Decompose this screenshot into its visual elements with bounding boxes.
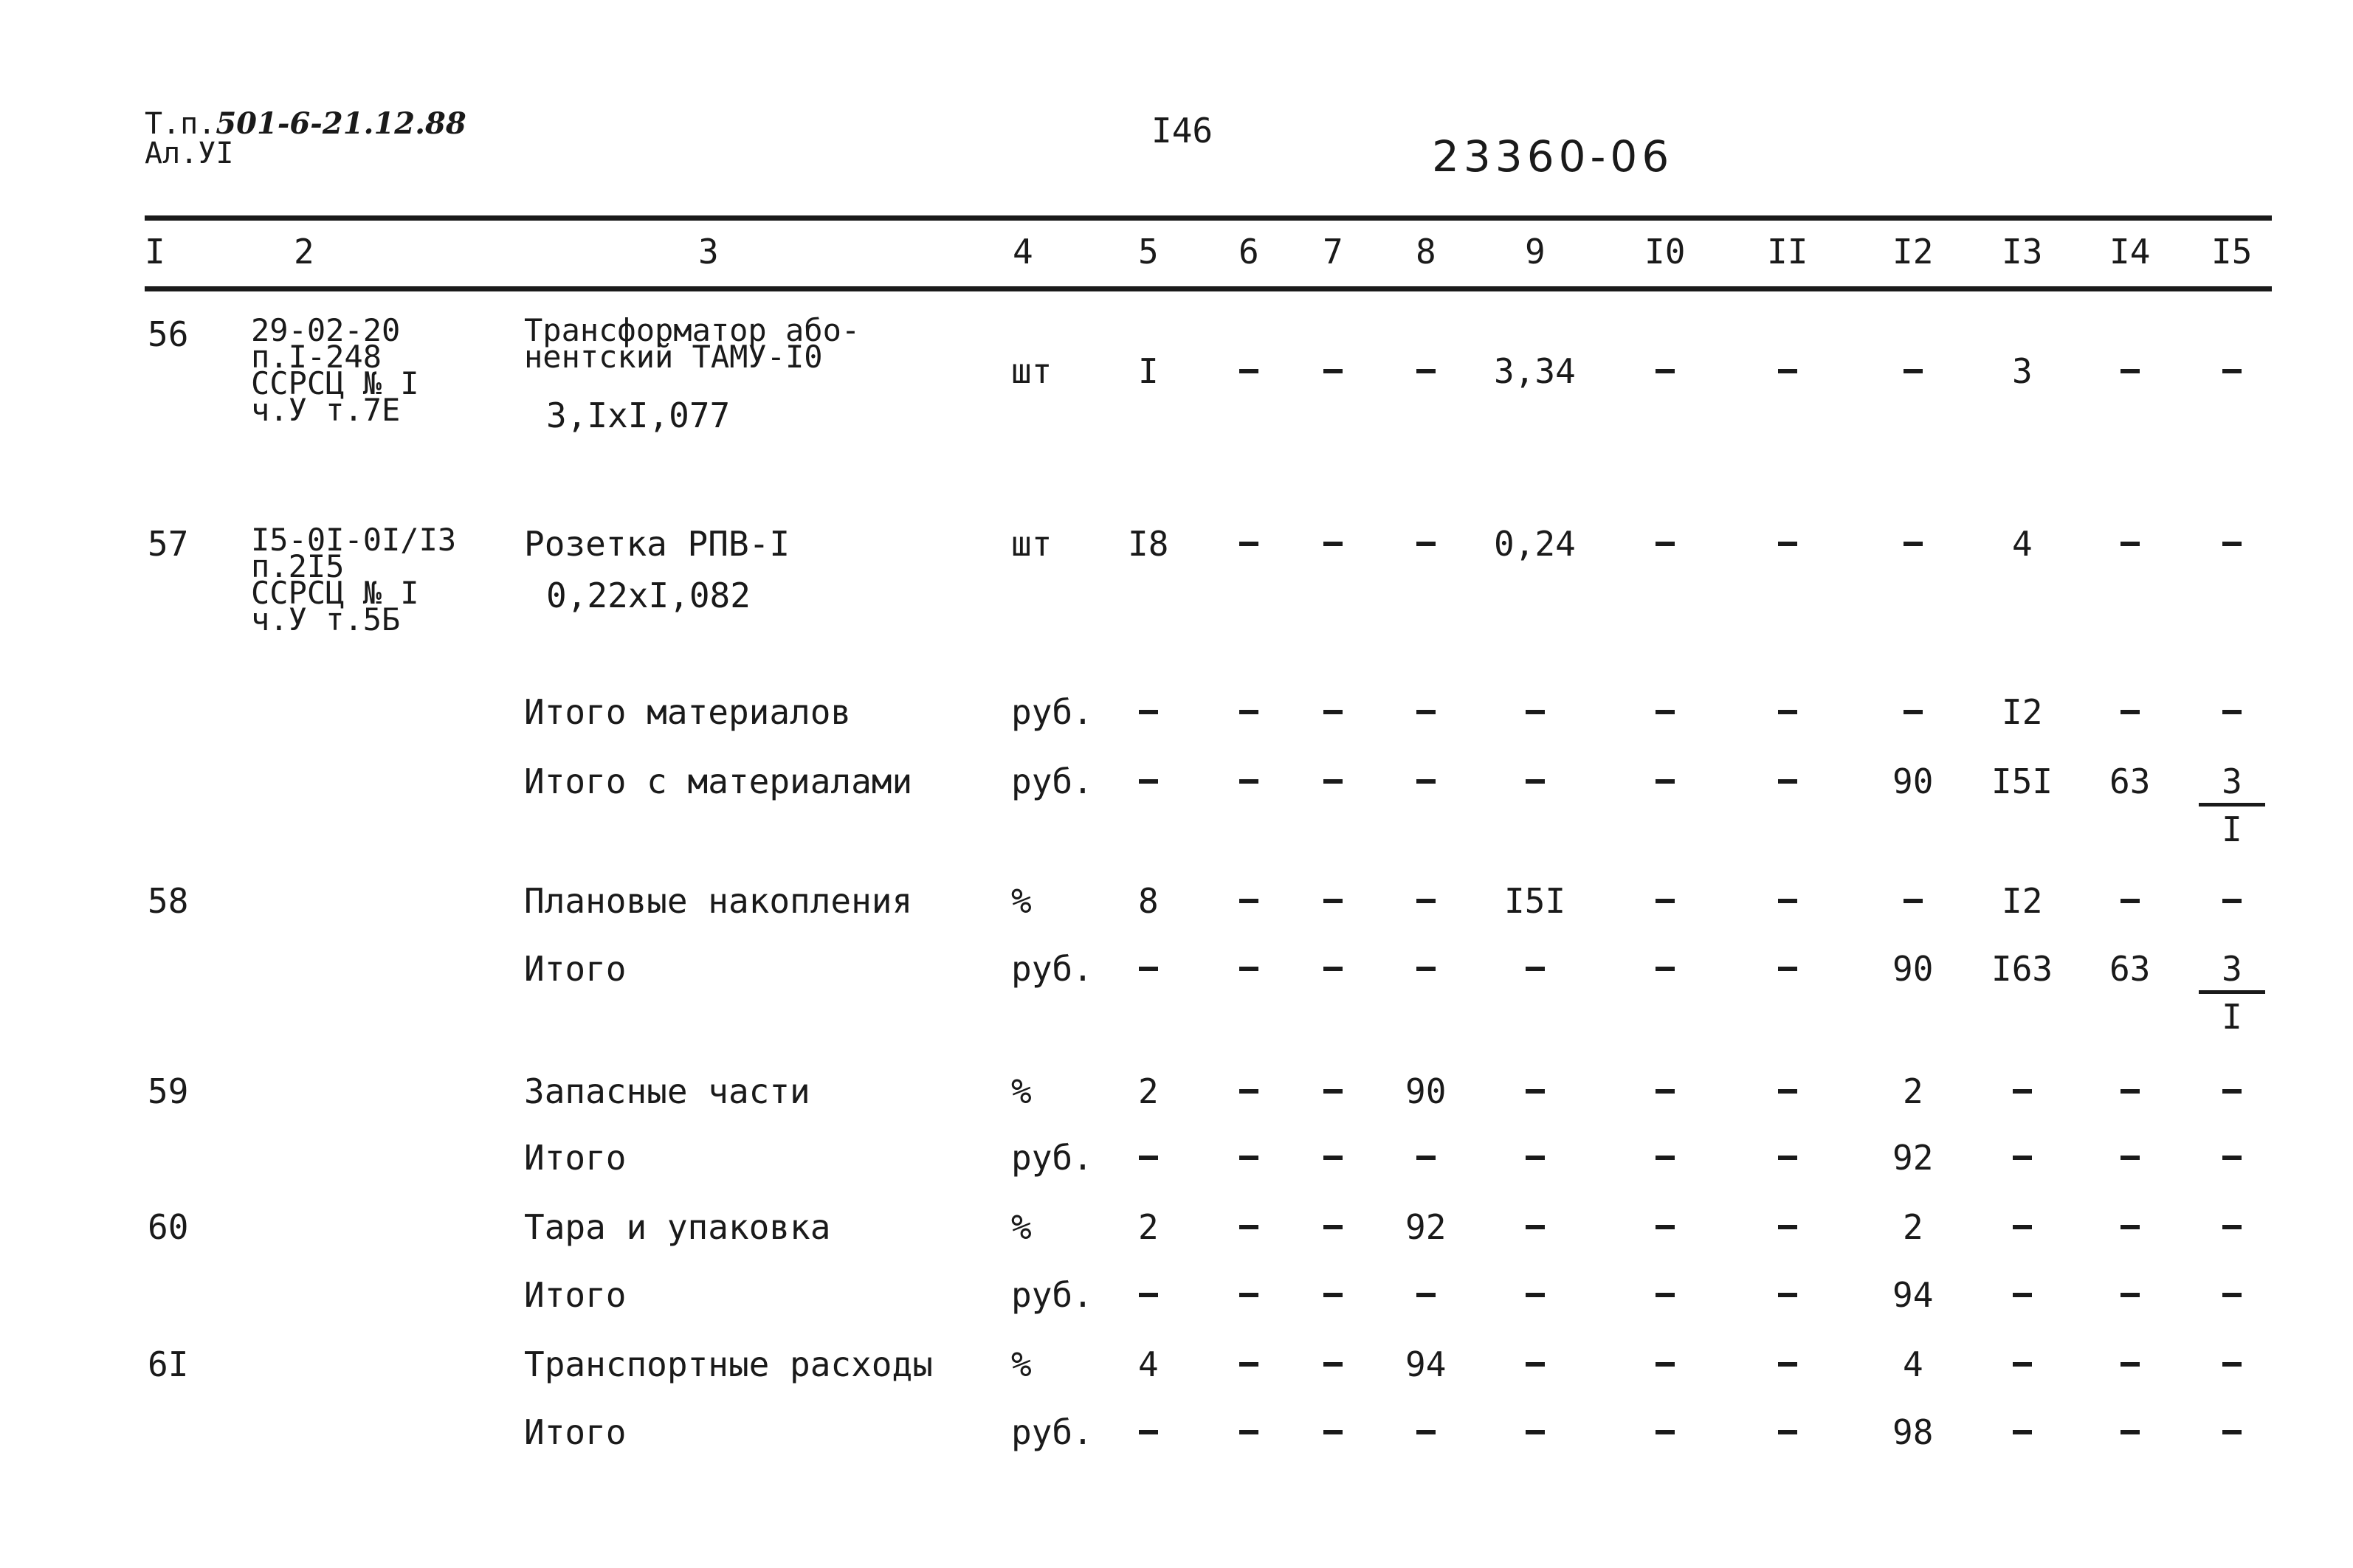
price-code-line: I5-0I-0I/I3 [251,522,457,558]
empty-dash [1526,1156,1545,1160]
document-number: 23360-06 [1432,131,1674,182]
empty-dash [1656,710,1675,714]
empty-dash [1139,967,1158,971]
column-header-2: 2 [294,232,314,272]
fraction-value [2199,761,2265,849]
empty-dash [2013,1362,2032,1367]
item-name: Итого [524,1275,627,1315]
empty-dash [1656,369,1675,373]
value-col-13: 3 [2012,351,2033,391]
item-name: Транспортные расходы [524,1344,933,1384]
item-name: Итого [524,949,627,989]
value-col-12: 98 [1892,1412,1934,1452]
unit: руб. [1011,692,1093,732]
row-number: 57 [148,524,189,564]
empty-dash [1778,1156,1797,1160]
column-header-13: I3 [2002,232,2043,272]
item-name: Запасные части [524,1071,810,1111]
value-col-12: 90 [1892,761,1934,801]
empty-dash [1656,1089,1675,1094]
row-number: 6I [148,1344,189,1384]
unit: % [1011,1344,1032,1384]
empty-dash [2222,1362,2242,1367]
value-col-13: 4 [2012,524,2033,564]
value-col-5: I [1138,351,1159,391]
empty-dash [1323,1430,1343,1434]
empty-dash [1526,779,1545,784]
empty-dash [2121,1362,2140,1367]
empty-dash [1656,1362,1675,1367]
empty-dash [2013,1293,2032,1297]
empty-dash [1778,369,1797,373]
value-col-5: 2 [1138,1071,1159,1111]
column-header-6: 6 [1238,232,1259,272]
tp-prefix: Т.п. [145,107,216,141]
value-col-13: I2 [2002,881,2043,921]
unit: % [1011,1071,1032,1111]
empty-dash [1416,1156,1436,1160]
value-col-5: 4 [1138,1344,1159,1384]
empty-dash [1656,967,1675,971]
value-col-12: 4 [1903,1344,1923,1384]
empty-dash [2121,710,2140,714]
value-col-12: 2 [1903,1071,1923,1111]
quantity-formula: 3,IxI,077 [546,396,731,435]
empty-dash [1139,1293,1158,1297]
empty-dash [1526,1293,1545,1297]
table-top-rule [145,215,2272,221]
empty-dash [1778,710,1797,714]
value-col-9: 3,34 [1494,351,1576,391]
empty-dash [1656,779,1675,784]
value-col-12: 2 [1903,1207,1923,1247]
empty-dash [2222,899,2242,903]
empty-dash [2121,1089,2140,1094]
value-col-9: I5I [1504,881,1566,921]
empty-dash [1323,1225,1343,1229]
unit: % [1011,881,1032,921]
fraction-numerator: 3 [2199,764,2265,807]
empty-dash [2222,542,2242,546]
fraction-numerator: 3 [2199,952,2265,994]
empty-dash [1239,967,1258,971]
unit: руб. [1011,949,1093,989]
empty-dash [1656,899,1675,903]
column-header-8: 8 [1416,232,1436,272]
unit: % [1011,1207,1032,1247]
price-code-line: ССРСЦ № I [251,365,419,401]
empty-dash [2222,710,2242,714]
column-header-11: II [1767,232,1808,272]
empty-dash [1139,1430,1158,1434]
value-col-13: I5I [1991,761,2053,801]
price-code-line: ССРСЦ № I [251,575,419,611]
column-header-15: I5 [2211,232,2253,272]
value-col-14: 63 [2109,761,2151,801]
column-header-7: 7 [1323,232,1343,272]
empty-dash [2222,1225,2242,1229]
empty-dash [1239,1156,1258,1160]
empty-dash [1323,1156,1343,1160]
fraction-value [2199,949,2265,1037]
empty-dash [1323,1293,1343,1297]
empty-dash [1239,779,1258,784]
empty-dash [1656,1293,1675,1297]
price-code-line: п.I-248 [251,339,382,375]
empty-dash [1323,1089,1343,1094]
empty-dash [1239,710,1258,714]
value-col-8: 92 [1405,1207,1447,1247]
item-name: Итого [524,1138,627,1178]
empty-dash [1416,967,1436,971]
value-col-13: I2 [2002,692,2043,732]
column-header-1: I [145,232,165,272]
value-col-9: 0,24 [1494,524,1576,564]
unit: шт [1011,351,1053,391]
empty-dash [1656,542,1675,546]
empty-dash [2121,369,2140,373]
empty-dash [1778,1089,1797,1094]
empty-dash [2121,542,2140,546]
empty-dash [1778,1430,1797,1434]
empty-dash [1416,369,1436,373]
empty-dash [1526,1089,1545,1094]
value-col-14: 63 [2109,949,2151,989]
empty-dash [2013,1430,2032,1434]
empty-dash [2222,1089,2242,1094]
empty-dash [1323,967,1343,971]
row-number: 59 [148,1071,189,1111]
empty-dash [2013,1225,2032,1229]
value-col-8: 94 [1405,1344,1447,1384]
fraction-denominator: I [2222,809,2242,849]
empty-dash [2222,369,2242,373]
item-name: Розетка РПВ-I [524,524,790,564]
empty-dash [1778,967,1797,971]
document-reference [145,106,466,170]
price-code-line: ч.У т.7Е [251,392,401,428]
column-header-10: I0 [1644,232,1686,272]
empty-dash [1323,542,1343,546]
value-col-12: 90 [1892,949,1934,989]
empty-dash [1239,899,1258,903]
row-number: 60 [148,1207,189,1247]
empty-dash [1239,542,1258,546]
empty-dash [1416,1293,1436,1297]
value-col-5: 8 [1138,881,1159,921]
empty-dash [1778,1362,1797,1367]
price-code-line: ч.У т.5Б [251,601,401,638]
column-header-14: I4 [2109,232,2151,272]
item-name: Тара и упаковка [524,1207,831,1247]
item-name: Итого [524,1412,627,1452]
item-name: Плановые накопления [524,881,913,921]
value-col-5: 2 [1138,1207,1159,1247]
empty-dash [1323,899,1343,903]
empty-dash [1778,1225,1797,1229]
unit: руб. [1011,761,1093,801]
empty-dash [1139,1156,1158,1160]
value-col-13: I63 [1991,949,2053,989]
empty-dash [1139,710,1158,714]
table-header-rule [145,286,2272,291]
empty-dash [1778,542,1797,546]
fraction-denominator: I [2222,997,2242,1037]
empty-dash [1239,1089,1258,1094]
empty-dash [1323,369,1343,373]
column-header-3: 3 [698,232,719,272]
empty-dash [1323,779,1343,784]
empty-dash [1239,369,1258,373]
price-code-line: 29-02-20 [251,312,401,348]
item-name: Итого с материалами [524,761,913,801]
value-col-12: 92 [1892,1138,1934,1178]
empty-dash [1526,1225,1545,1229]
column-header-5: 5 [1138,232,1159,272]
empty-dash [1323,1362,1343,1367]
empty-dash [2121,899,2140,903]
value-col-5: I8 [1128,524,1169,564]
empty-dash [1904,369,1923,373]
page-number: I46 [1151,111,1213,151]
empty-dash [2121,1156,2140,1160]
empty-dash [1778,779,1797,784]
empty-dash [2222,1430,2242,1434]
unit: шт [1011,524,1053,564]
empty-dash [1656,1430,1675,1434]
empty-dash [1239,1225,1258,1229]
empty-dash [2222,1293,2242,1297]
empty-dash [2013,1156,2032,1160]
unit: руб. [1011,1275,1093,1315]
empty-dash [1416,710,1436,714]
value-col-8: 90 [1405,1071,1447,1111]
quantity-formula: 0,22xI,082 [546,576,751,615]
empty-dash [1526,1362,1545,1367]
column-header-4: 4 [1013,232,1033,272]
column-header-9: 9 [1525,232,1546,272]
empty-dash [1526,1430,1545,1434]
item-name: нентский ТАМУ-I0 [524,339,823,375]
empty-dash [1904,899,1923,903]
empty-dash [2013,1089,2032,1094]
empty-dash [1526,710,1545,714]
empty-dash [1904,710,1923,714]
empty-dash [1139,779,1158,784]
empty-dash [2121,1293,2140,1297]
item-name: Итого материалов [524,692,852,732]
empty-dash [1656,1156,1675,1160]
empty-dash [1656,1225,1675,1229]
price-code-line: п.2I5 [251,548,345,584]
value-col-12: 94 [1892,1275,1934,1315]
empty-dash [1239,1430,1258,1434]
empty-dash [1904,542,1923,546]
empty-dash [1416,899,1436,903]
empty-dash [1778,1293,1797,1297]
empty-dash [1778,899,1797,903]
tp-number: 501-6-21.12.88 [216,106,466,141]
empty-dash [1416,542,1436,546]
empty-dash [2222,1156,2242,1160]
unit: руб. [1011,1138,1093,1178]
empty-dash [2121,1225,2140,1229]
item-name: Трансформатор або- [524,312,861,348]
album-label: Ал.УI [145,137,234,170]
empty-dash [1239,1293,1258,1297]
empty-dash [1526,967,1545,971]
column-header-12: I2 [1892,232,1934,272]
row-number: 56 [148,314,189,354]
empty-dash [1416,779,1436,784]
empty-dash [1416,1430,1436,1434]
empty-dash [1239,1362,1258,1367]
empty-dash [2121,1430,2140,1434]
row-number: 58 [148,881,189,921]
empty-dash [1323,710,1343,714]
unit: руб. [1011,1412,1093,1452]
